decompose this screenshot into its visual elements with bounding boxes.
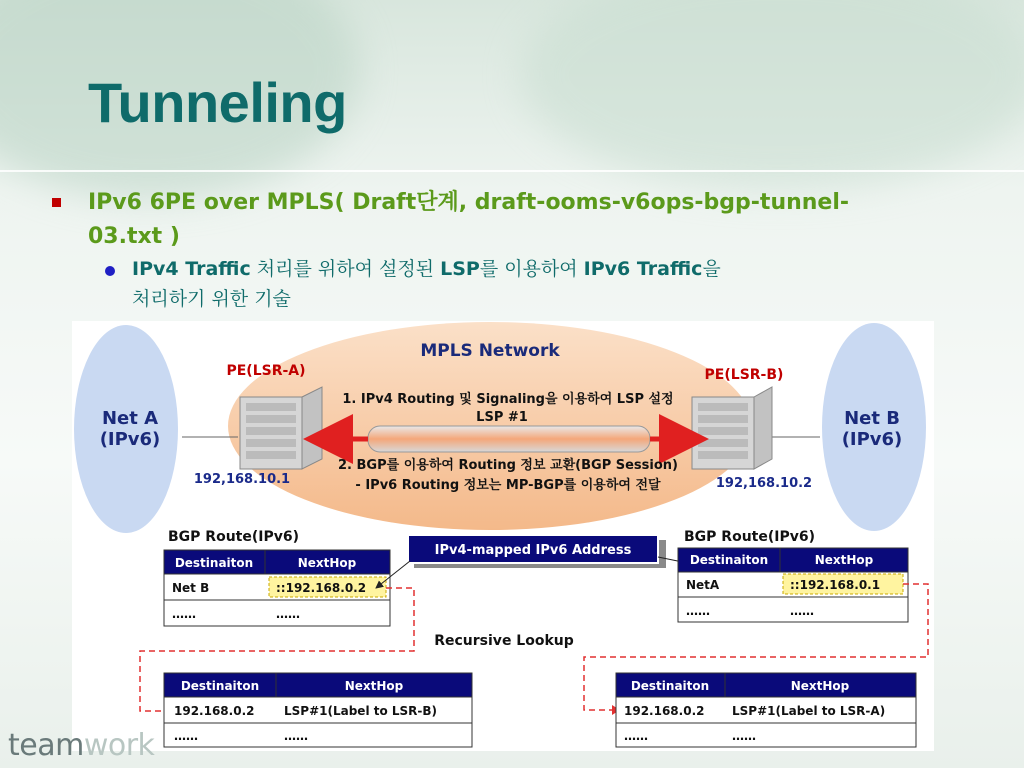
net-a-label: Net A xyxy=(101,408,159,429)
bgp-right-cell: …… xyxy=(686,604,710,618)
lsp-left-col-dest: Destinaiton xyxy=(180,679,260,693)
slide-title: Tunneling xyxy=(88,71,347,134)
lsp-left-table xyxy=(164,673,472,747)
bullet2-part: IPv6 Traffic xyxy=(583,258,703,280)
lsp-left-cell: …… xyxy=(284,729,308,743)
lsp-right-table xyxy=(616,673,916,747)
bgp-left-cell: ::192.168.0.2 xyxy=(276,581,367,595)
net-a-sub: (IPv6) xyxy=(99,429,161,450)
bullet2-part: 처리를 위하여 설정된 xyxy=(250,258,441,280)
title-divider xyxy=(0,170,1024,172)
bullet-square-icon xyxy=(52,198,61,207)
bgp-right-cell: …… xyxy=(790,604,814,618)
bgp-right-cell: NetA xyxy=(686,578,720,592)
bullet2-part: 를 이용하여 xyxy=(479,258,584,280)
net-b-label: Net B xyxy=(844,408,900,429)
bgp-left-cell: …… xyxy=(172,607,196,621)
bgp-left-cell: …… xyxy=(276,607,300,621)
bullet-level2 xyxy=(132,254,912,314)
lsp-left-cell: 192.168.0.2 xyxy=(174,704,255,718)
bullet-level1 xyxy=(88,186,988,254)
bgp-left-cell: Net B xyxy=(172,581,210,595)
mpls-diagram xyxy=(72,321,934,751)
bgp-left-table xyxy=(164,550,390,626)
bullet-dot-icon xyxy=(105,266,115,276)
pe-a-label: PE(LSR-A) xyxy=(226,363,306,379)
router-b-icon xyxy=(692,387,772,469)
callout-text: IPv4-mapped IPv6 Address xyxy=(434,543,632,558)
footer-logo xyxy=(8,728,154,763)
bgp-right-cell: ::192.168.0.1 xyxy=(790,578,881,592)
ip-b-label: 192,168.10.2 xyxy=(715,476,813,491)
bgp-left-col-nexthop: NextHop xyxy=(297,556,357,570)
router-a-icon xyxy=(240,387,322,469)
bgp-right-title: BGP Route(IPv6) xyxy=(684,529,815,545)
diagram-svg xyxy=(72,321,934,751)
lsp-label: LSP #1 xyxy=(476,410,528,425)
bullet2-part: IPv4 Traffic xyxy=(132,258,251,280)
lsp-right-cell: 192.168.0.2 xyxy=(624,704,705,718)
bgp-right-col-nexthop: NextHop xyxy=(814,553,874,567)
lsp-right-cell: …… xyxy=(624,729,648,743)
lsp-right-cell: LSP#1(Label to LSR-A) xyxy=(732,704,886,718)
lsp-pipe xyxy=(368,426,650,452)
ip-a-label: 192,168.10.1 xyxy=(193,472,291,487)
footer-logo-faded: work xyxy=(83,728,155,763)
bullet2-part: 을 xyxy=(702,258,721,280)
bgp-left-title: BGP Route(IPv6) xyxy=(168,529,299,545)
step1-text: 1. IPv4 Routing 및 Signaling을 이용하여 LSP 설정 xyxy=(342,392,674,407)
lsp-left-col-nexthop: NextHop xyxy=(344,679,404,693)
recursive-lookup-label: Recursive Lookup xyxy=(434,633,574,649)
bgp-left-col-dest: Destinaiton xyxy=(174,556,254,570)
bullet1-text: IPv6 6PE over MPLS( Draft단계, draft-ooms-v6ops-bgp-tunnel- xyxy=(88,190,850,215)
footer-logo-text: team xyxy=(8,728,84,763)
lsp-right-cell: …… xyxy=(732,729,756,743)
bullet2-line2: 처리하기 위한 기술 xyxy=(132,288,291,310)
net-b-sub: (IPv6) xyxy=(841,429,903,450)
step2b-text: - IPv6 Routing 정보는 MP-BGP를 이용하여 전달 xyxy=(355,478,661,493)
step2-text: 2. BGP를 이용하여 Routing 정보 교환(BGP Session) xyxy=(338,458,678,473)
bullet1-text-cont: 03.txt ) xyxy=(88,224,180,249)
mpls-label: MPLS Network xyxy=(420,341,560,361)
lsp-left-cell: LSP#1(Label to LSR-B) xyxy=(284,704,438,718)
bgp-right-table xyxy=(678,548,908,622)
lsp-left-cell: …… xyxy=(174,729,198,743)
bullet2-part: LSP xyxy=(440,258,480,280)
lsp-right-col-nexthop: NextHop xyxy=(790,679,850,693)
lsp-right-col-dest: Destinaiton xyxy=(630,679,710,693)
background-blob xyxy=(520,0,1024,190)
bgp-right-col-dest: Destinaiton xyxy=(689,553,769,567)
pe-b-label: PE(LSR-B) xyxy=(704,367,784,383)
